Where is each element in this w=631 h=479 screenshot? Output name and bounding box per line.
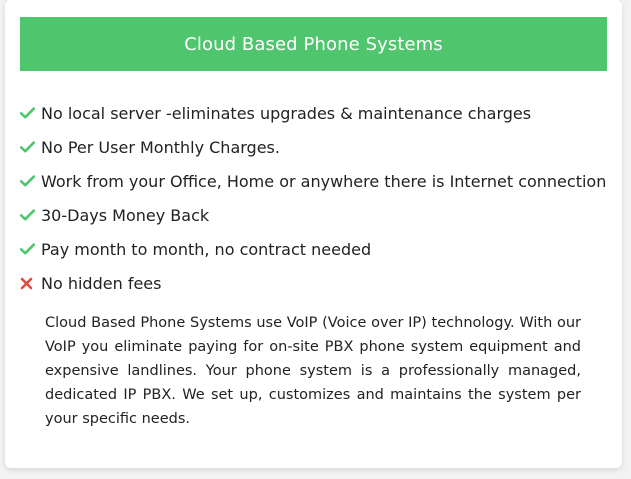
cross-icon (20, 277, 41, 290)
feature-list (20, 96, 606, 300)
feature-label: No Per User Monthly Charges. (41, 137, 280, 157)
feature-label: Work from your Office, Home or anywhere there is Internet connection (41, 171, 607, 191)
card-title: Cloud Based Phone Systems (184, 33, 443, 55)
feature-item (20, 164, 606, 198)
feature-item (20, 232, 606, 266)
feature-item (20, 96, 606, 130)
feature-label: No hidden fees (41, 273, 162, 293)
check-icon (20, 209, 41, 221)
check-icon (20, 107, 41, 119)
feature-item (20, 266, 606, 300)
check-icon (20, 243, 41, 255)
feature-label: No local server -eliminates upgrades & maintenance charges (41, 103, 532, 123)
check-icon (20, 175, 41, 187)
check-icon (20, 141, 41, 153)
feature-item (20, 130, 606, 164)
pricing-card (5, 0, 622, 468)
feature-label: Pay month to month, no contract needed (41, 239, 372, 259)
feature-label: 30-Days Money Back (41, 205, 210, 225)
card-header (20, 17, 607, 71)
description-text: Cloud Based Phone Systems use VoIP (Voice over IP) technology. With our VoIP you eliminate paying for on-site PBX phone system equipment and expensive landlines. Your phone system is a professionally managed, dedicated IP PBX. We set up, customizes and maintains the system per your specific needs. (45, 315, 581, 427)
feature-item (20, 198, 606, 232)
